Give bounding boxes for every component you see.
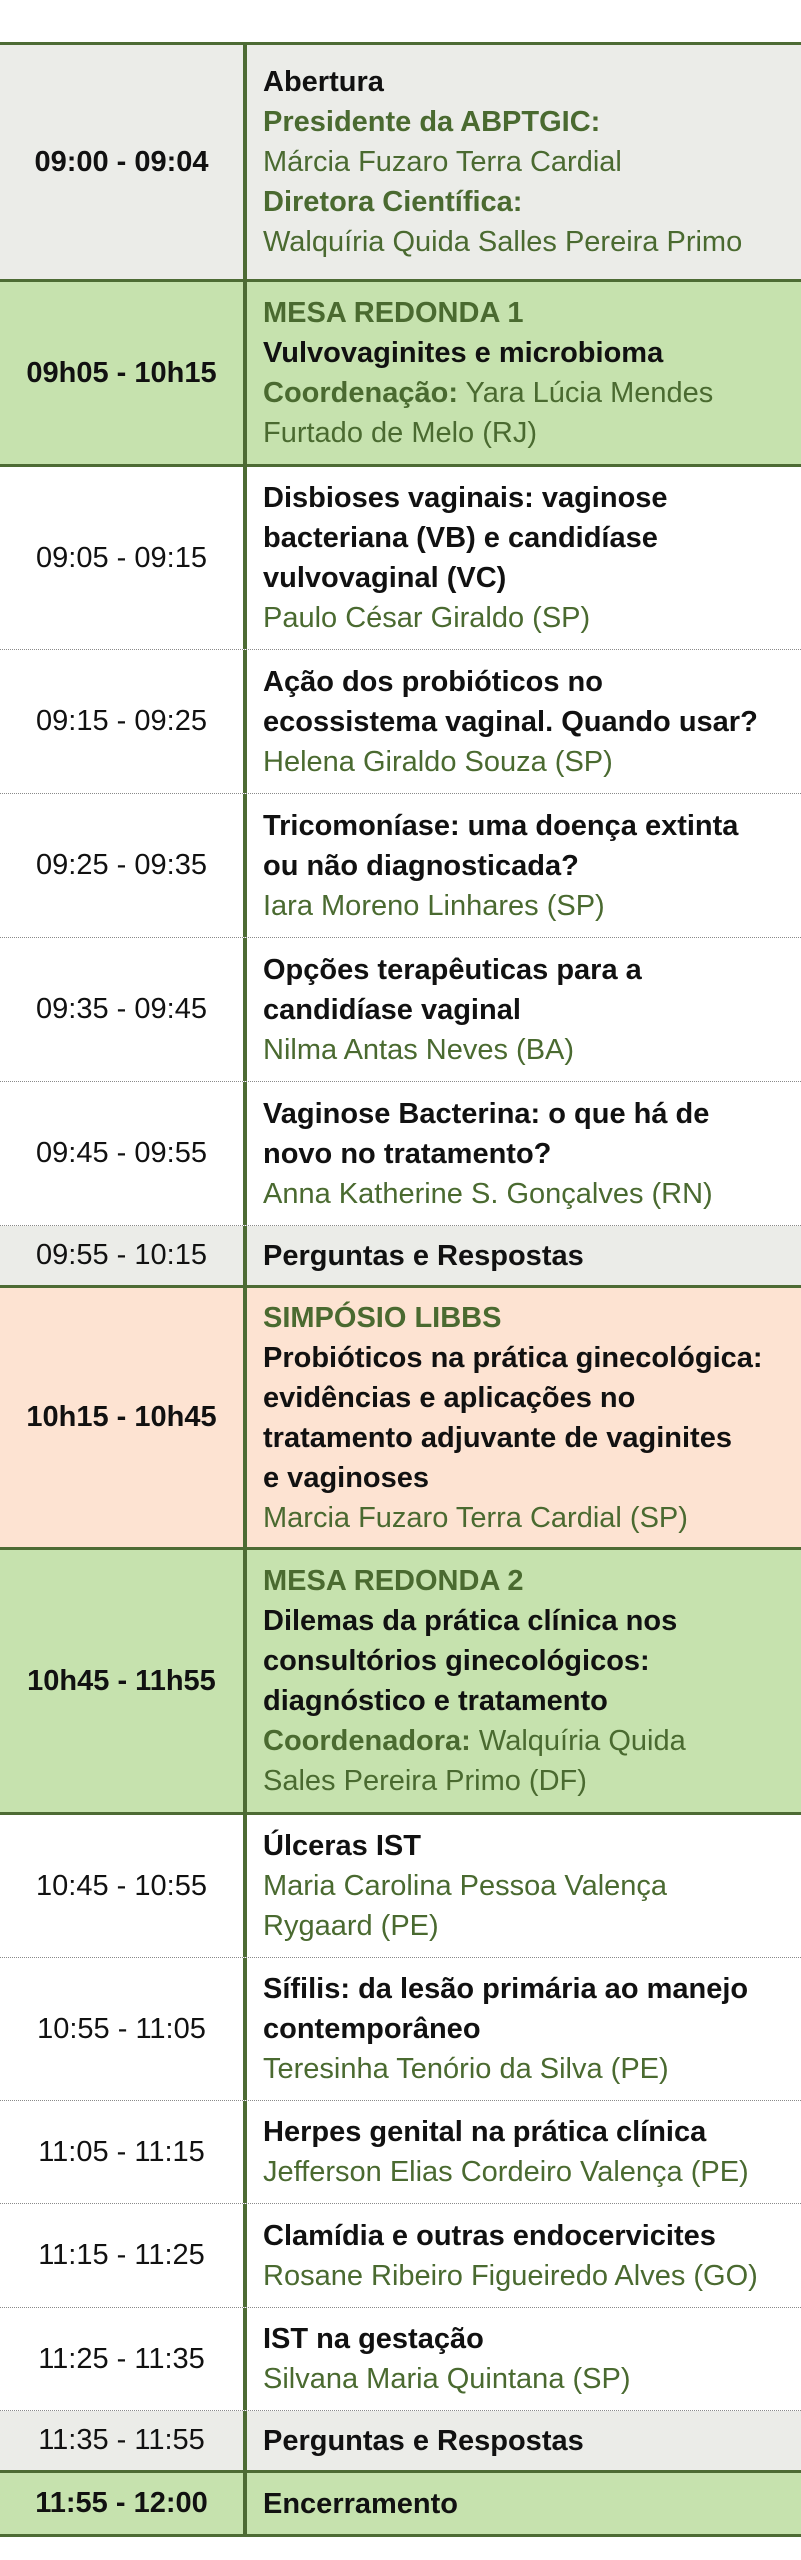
session-title-line: Úlceras IST bbox=[263, 1830, 421, 1862]
session-details bbox=[247, 1958, 801, 2100]
schedule-row bbox=[0, 282, 801, 467]
session-details bbox=[247, 650, 801, 793]
session-title-line: Abertura bbox=[263, 66, 384, 98]
session-details bbox=[247, 1288, 801, 1547]
speaker-name: Jefferson Elias Cordeiro Valença (PE) bbox=[263, 2156, 749, 2188]
schedule-row bbox=[0, 2308, 801, 2411]
speaker-name: Rygaard (PE) bbox=[263, 1910, 439, 1942]
session-title-line: ou não diagnosticada? bbox=[263, 849, 579, 882]
session-details bbox=[247, 2101, 801, 2203]
speaker-name: Sales Pereira Primo (DF) bbox=[263, 1765, 587, 1797]
session-time: 10h45 - 11h55 bbox=[27, 1664, 216, 1697]
schedule-row bbox=[0, 2473, 801, 2537]
speaker-name: Walquíria Quida Salles Pereira Primo bbox=[263, 226, 743, 258]
session-details bbox=[247, 1815, 801, 1957]
session-details bbox=[247, 2411, 801, 2470]
speaker-name: Anna Katherine S. Gonçalves (RN) bbox=[263, 1177, 713, 1210]
speaker-name: Helena Giraldo Souza (SP) bbox=[263, 745, 613, 778]
schedule-row bbox=[0, 1226, 801, 1288]
session-details bbox=[247, 45, 801, 279]
session-time: 09:00 - 09:04 bbox=[34, 145, 209, 178]
session-title-line: Probióticos na prática ginecológica: bbox=[263, 1341, 763, 1374]
session-heading: MESA REDONDA 1 bbox=[263, 297, 524, 329]
session-title-line: Sífilis: da lesão primária ao manejo bbox=[263, 1973, 749, 2005]
session-time: 09:05 - 09:15 bbox=[36, 541, 207, 574]
session-title-line: ecossistema vaginal. Quando usar? bbox=[263, 705, 758, 738]
speaker-name: Teresinha Tenório da Silva (PE) bbox=[263, 2053, 669, 2085]
coordinator-name: Yara Lúcia Mendes bbox=[457, 377, 714, 409]
session-details bbox=[247, 467, 801, 649]
session-title-line: Vulvovaginites e microbioma bbox=[263, 337, 664, 369]
coordinator-name: Walquíria Quida bbox=[470, 1725, 686, 1757]
session-details bbox=[247, 1226, 801, 1285]
session-time: 11:25 - 11:35 bbox=[38, 2342, 205, 2375]
session-details bbox=[247, 1550, 801, 1812]
session-title-line: diagnóstico e tratamento bbox=[263, 1685, 608, 1717]
session-time: 09:15 - 09:25 bbox=[36, 705, 207, 737]
session-heading: SIMPÓSIO LIBBS bbox=[263, 1301, 502, 1334]
session-title-line: novo no tratamento? bbox=[263, 1137, 552, 1170]
coordinator-line bbox=[263, 373, 791, 413]
session-title-line: Vaginose Bacterina: o que há de bbox=[263, 1097, 710, 1130]
schedule-row bbox=[0, 467, 801, 650]
schedule-row bbox=[0, 650, 801, 794]
session-details bbox=[247, 282, 801, 464]
schedule-row bbox=[0, 1958, 801, 2101]
schedule-row bbox=[0, 45, 801, 282]
session-title-line: IST na gestação bbox=[263, 2323, 484, 2355]
session-title-line: e vaginoses bbox=[263, 1461, 430, 1494]
session-time: 11:15 - 11:25 bbox=[38, 2239, 205, 2271]
schedule-table bbox=[0, 42, 801, 2537]
session-time: 11:55 - 12:00 bbox=[35, 2487, 208, 2519]
session-title-line: vulvovaginal (VC) bbox=[263, 562, 507, 594]
session-time: 09h05 - 10h15 bbox=[26, 356, 217, 389]
speaker-name: Rosane Ribeiro Figueiredo Alves (GO) bbox=[263, 2259, 758, 2292]
speaker-name: Iara Moreno Linhares (SP) bbox=[263, 889, 605, 922]
speaker-name: Nilma Antas Neves (BA) bbox=[263, 1033, 575, 1066]
schedule-row bbox=[0, 2411, 801, 2473]
session-title-line: Perguntas e Respostas bbox=[263, 2424, 584, 2457]
session-time: 11:35 - 11:55 bbox=[38, 2424, 205, 2456]
session-title-line: Disbioses vaginais: vaginose bbox=[263, 482, 668, 514]
session-title-line: Herpes genital na prática clínica bbox=[263, 2116, 707, 2148]
schedule-row bbox=[0, 794, 801, 938]
session-details bbox=[247, 794, 801, 937]
session-title-line: consultórios ginecológicos: bbox=[263, 1645, 650, 1677]
session-title-line: Opções terapêuticas para a bbox=[263, 953, 642, 986]
speaker-name: Furtado de Melo (RJ) bbox=[263, 417, 537, 449]
speaker-name: Silvana Maria Quintana (SP) bbox=[263, 2363, 631, 2395]
session-details bbox=[247, 938, 801, 1081]
session-heading: Diretora Científica: bbox=[263, 186, 523, 218]
session-heading: MESA REDONDA 2 bbox=[263, 1565, 524, 1597]
schedule-row bbox=[0, 2204, 801, 2308]
session-title-line: Tricomoníase: uma doença extinta bbox=[263, 809, 739, 842]
speaker-name: Marcia Fuzaro Terra Cardial (SP) bbox=[263, 1501, 688, 1534]
schedule-row bbox=[0, 2101, 801, 2204]
schedule-row bbox=[0, 1815, 801, 1958]
session-heading: Presidente da ABPTGIC: bbox=[263, 106, 601, 138]
speaker-name: Maria Carolina Pessoa Valença bbox=[263, 1870, 668, 1902]
coordinator-line bbox=[263, 1721, 791, 1761]
session-title-line: Encerramento bbox=[263, 2487, 459, 2520]
coordinator-label: Coordenadora: bbox=[263, 1725, 471, 1757]
speaker-name: Márcia Fuzaro Terra Cardial bbox=[263, 146, 622, 178]
session-title-line: Dilemas da prática clínica nos bbox=[263, 1605, 678, 1637]
session-details bbox=[247, 2204, 801, 2307]
session-title-line: Perguntas e Respostas bbox=[263, 1239, 584, 1272]
session-title-line: candidíase vaginal bbox=[263, 993, 521, 1026]
session-time: 10h15 - 10h45 bbox=[26, 1401, 217, 1433]
session-time: 09:45 - 09:55 bbox=[36, 1137, 207, 1169]
session-title-line: tratamento adjuvante de vaginites bbox=[263, 1421, 732, 1454]
session-details bbox=[247, 1082, 801, 1225]
session-details bbox=[247, 2473, 801, 2534]
session-title-line: bacteriana (VB) e candidíase bbox=[263, 522, 658, 554]
session-title-line: evidências e aplicações no bbox=[263, 1381, 636, 1414]
session-details bbox=[247, 2308, 801, 2410]
session-time: 10:55 - 11:05 bbox=[37, 2012, 206, 2045]
coordinator-label: Coordenação: bbox=[263, 377, 458, 409]
schedule-row bbox=[0, 1288, 801, 1550]
session-time: 11:05 - 11:15 bbox=[38, 2135, 205, 2168]
session-time: 09:35 - 09:45 bbox=[36, 993, 207, 1025]
schedule-row bbox=[0, 938, 801, 1082]
schedule-row bbox=[0, 1550, 801, 1815]
speaker-name: Paulo César Giraldo (SP) bbox=[263, 602, 591, 634]
session-title-line: Ação dos probióticos no bbox=[263, 665, 603, 698]
session-title-line: contemporâneo bbox=[263, 2013, 481, 2045]
session-time: 10:45 - 10:55 bbox=[36, 1869, 207, 1902]
schedule-row bbox=[0, 1082, 801, 1226]
session-title-line: Clamídia e outras endocervicites bbox=[263, 2219, 716, 2252]
session-time: 09:25 - 09:35 bbox=[36, 849, 207, 881]
session-time: 09:55 - 10:15 bbox=[36, 1239, 207, 1271]
